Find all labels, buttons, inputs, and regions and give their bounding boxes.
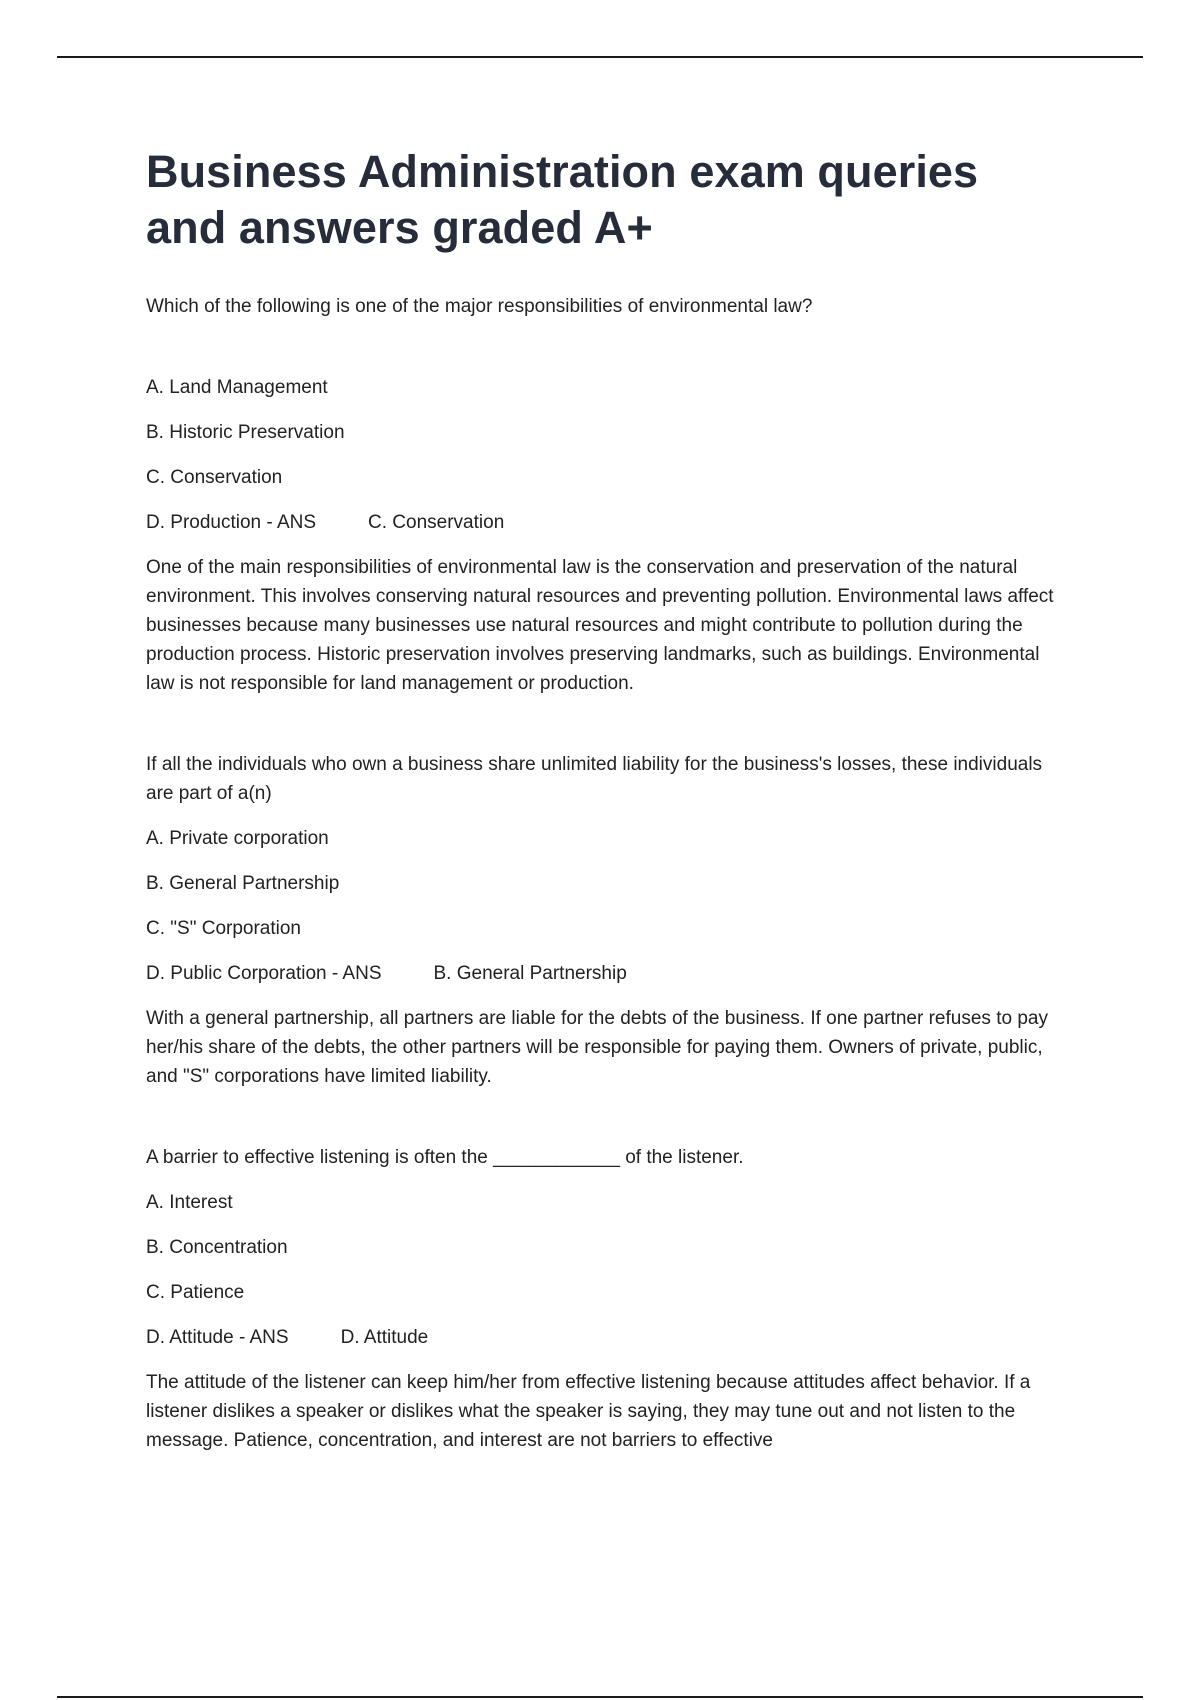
option-b: B. General Partnership	[146, 873, 340, 894]
answer-value: D. Attitude	[340, 1327, 429, 1348]
question-block	[146, 292, 1066, 698]
question-block	[146, 750, 1066, 1091]
option-d: D. Attitude - ANS	[146, 1327, 289, 1348]
answer-explanation: With a general partnership, all partners are liable for the debts of the business. If one partner refuses to pay her/his share of the debts, the other partners will be responsible for paying them. Owners of private, public, and "S" corporations have limited liability.	[146, 1008, 1048, 1087]
options-list	[146, 1188, 1066, 1352]
top-divider	[57, 56, 1143, 58]
option-a: A. Private corporation	[146, 828, 329, 849]
option-c: C. "S" Corporation	[146, 918, 301, 939]
option-d: D. Production - ANS	[146, 512, 317, 533]
bottom-divider	[57, 1696, 1143, 1698]
option-b: B. Historic Preservation	[146, 422, 345, 443]
document-body	[146, 144, 1066, 1455]
question-block	[146, 1143, 1066, 1455]
option-d: D. Public Corporation - ANS	[146, 963, 382, 984]
answer-line	[146, 1323, 1066, 1352]
options-list	[146, 373, 1066, 537]
document-title: Business Administration exam queries and answers graded A+	[146, 146, 979, 253]
answer-line	[146, 959, 1066, 988]
option-b: B. Concentration	[146, 1237, 288, 1258]
question-prompt: If all the individuals who own a business share unlimited liability for the business's losses, these individuals are part of a(n)	[146, 754, 1043, 804]
option-c: C. Conservation	[146, 467, 283, 488]
answer-value: B. General Partnership	[433, 963, 627, 984]
answer-line	[146, 508, 1066, 537]
answer-explanation: One of the main responsibilities of environmental law is the conservation and preservation of the natural environment. This involves conserving natural resources and preventing pollution. Environmental laws affect businesses because many businesses use natural resources and might contribute to pollution during the production process. Historic preservation involves preserving landmarks, such as buildings. Environmental law is not responsible for land management or production.	[146, 557, 1054, 694]
option-c: C. Patience	[146, 1282, 245, 1303]
option-a: A. Interest	[146, 1192, 233, 1213]
answer-explanation: The attitude of the listener can keep him/her from effective listening because attitudes affect behavior. If a listener dislikes a speaker or dislikes what the speaker is saying, they may tune out and not listen to the message. Patience, concentration, and interest are not barriers to effective	[146, 1372, 1031, 1451]
question-prompt: Which of the following is one of the major responsibilities of environmental law?	[146, 296, 813, 317]
question-prompt: A barrier to effective listening is often the ____________ of the listener.	[146, 1147, 744, 1168]
options-list	[146, 824, 1066, 988]
answer-value: C. Conservation	[368, 512, 505, 533]
option-a: A. Land Management	[146, 377, 328, 398]
